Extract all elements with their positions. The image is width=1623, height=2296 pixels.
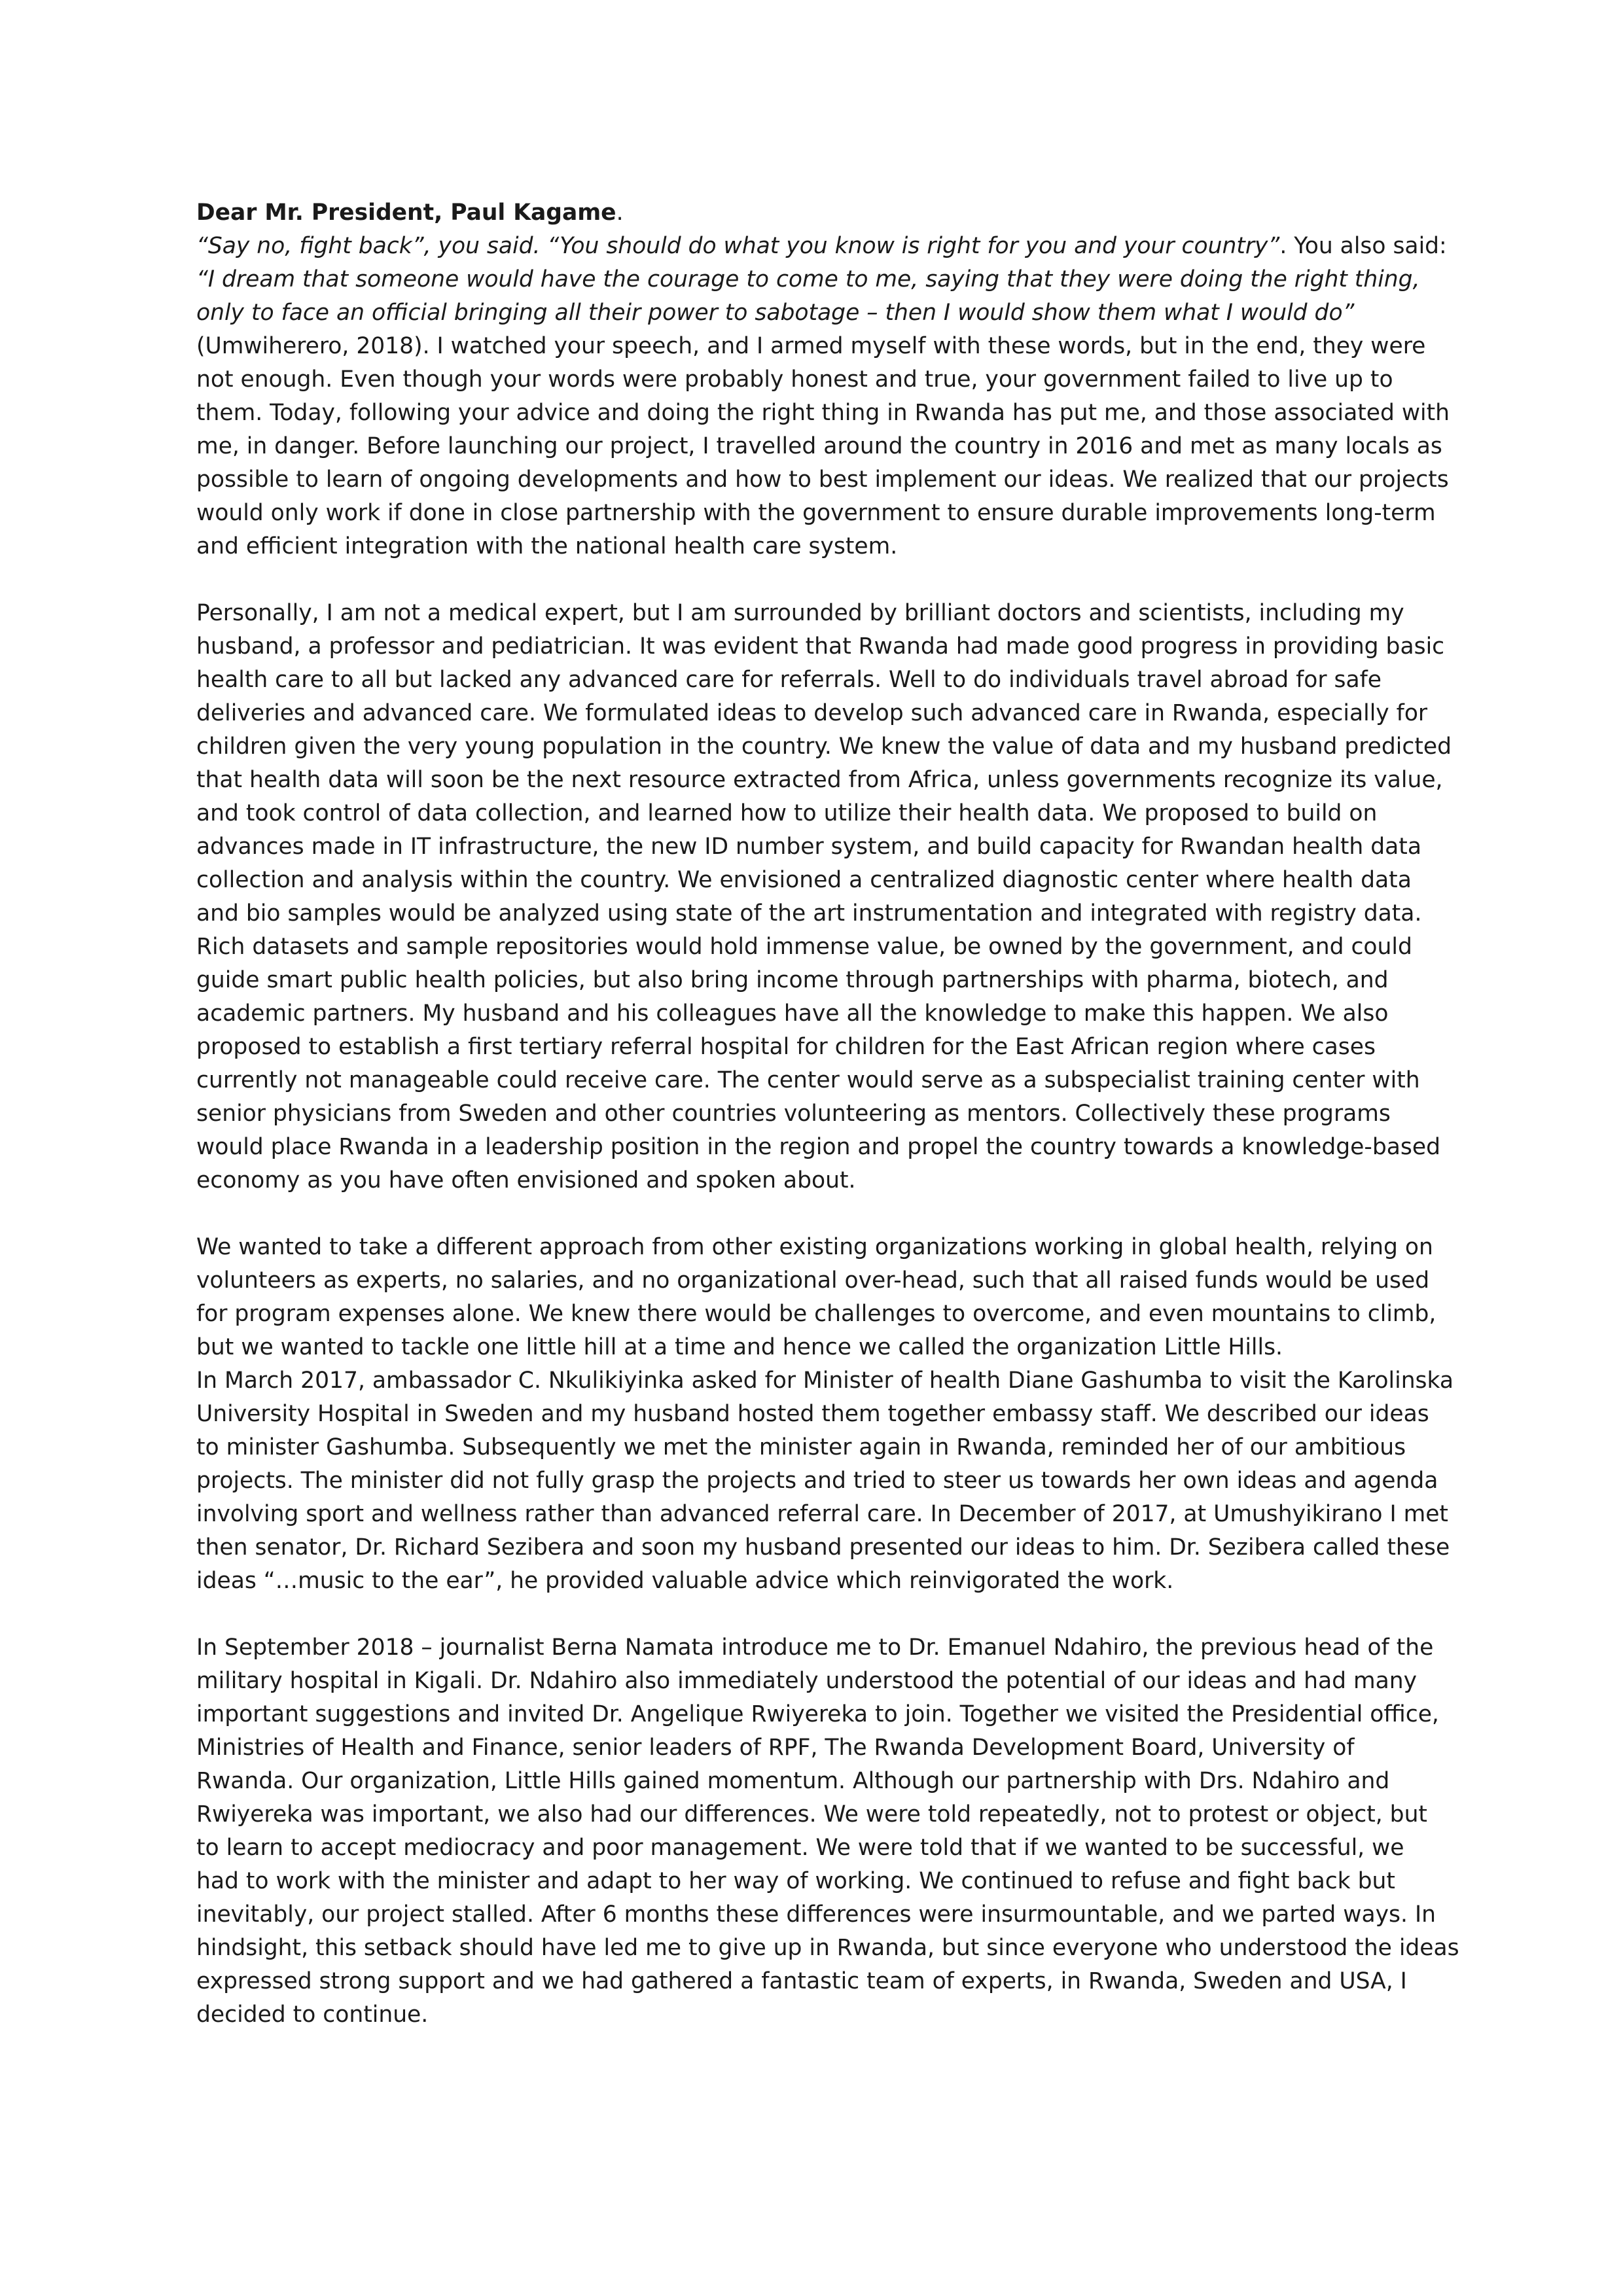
quote-text: “I dream that someone would have the courage to come to me, saying that they were doing the right thing,: [196, 266, 1420, 292]
paragraph-4: [196, 1364, 1454, 1598]
text-line: involving sport and wellness rather than advanced referral care. In December of 2017, at Umushyikirano I met: [196, 1501, 1448, 1527]
text-line: [196, 530, 1440, 563]
text-line: advances made in IT infrastructure, the new ID number system, and build capacity for Rwandan health data: [196, 834, 1421, 860]
salutation-period: .: [616, 200, 624, 226]
text-line: deliveries and advanced care. We formulated ideas to develop such advanced care in Rwanda, especially for: [196, 700, 1428, 726]
text-line: [196, 363, 1440, 397]
text-line: In March 2017, ambassador C. Nkulikiyinka asked for Minister of health Diane Gashumba to visit the Karolinska: [196, 1368, 1454, 1394]
text-line: proposed to establish a first tertiary referral hospital for children for the East African region where cases: [196, 1034, 1376, 1060]
text-line: inevitably, our project stalled. After 6 months these differences were insurmountable, and we parted ways. In: [196, 1901, 1436, 1928]
text-line: We wanted to take a different approach from other existing organizations working in global health, relying on: [196, 1234, 1433, 1260]
text-line: Rwanda. Our organization, Little Hills gained momentum. Although our partnership with Drs. Ndahiro and: [196, 1768, 1390, 1794]
text-line: ideas “…music to the ear”, he provided valuable advice which reinvigorated the work.: [196, 1568, 1174, 1594]
text-line: but we wanted to tackle one little hill at a time and hence we called the organization Little Hills.: [196, 1334, 1283, 1360]
letter-page: [196, 196, 1459, 2065]
text-line: and took control of data collection, and learned how to utilize their health data. We proposed to build on: [196, 800, 1378, 826]
text-line: military hospital in Kigali. Dr. Ndahiro also immediately understood the potential of our ideas and had many: [196, 1668, 1418, 1694]
body-text: me, in danger. Before launching our project, I travelled around the country in 2016 and met as many locals as: [196, 433, 1442, 459]
text-line: guide smart public health policies, but also bring income through partnerships with pharma, biotech, and: [196, 967, 1389, 993]
text-line: [196, 497, 1440, 530]
paragraph-1: [196, 230, 1450, 563]
body-text: would only work if done in close partnership with the government to ensure durable improvements long-term: [196, 500, 1436, 526]
paragraph-5: [196, 1631, 1459, 2032]
text-line: had to work with the minister and adapt to her way of working. We continued to refuse and fight back but: [196, 1868, 1395, 1894]
text-line: [196, 263, 1440, 296]
text-line: In September 2018 – journalist Berna Namata introduce me to Dr. Emanuel Ndahiro, the previous head of the: [196, 1634, 1434, 1661]
text-line: health care to all but lacked any advanced care for referrals. Well to do individuals travel abroad for safe: [196, 667, 1382, 693]
text-line: [196, 397, 1450, 430]
text-line: currently not manageable could receive care. The center would serve as a subspecialist training center with: [196, 1067, 1420, 1093]
body-text: . You also said:: [1279, 233, 1447, 259]
text-line: then senator, Dr. Richard Sezibera and soon my husband presented our ideas to him. Dr. Sezibera called these: [196, 1534, 1450, 1561]
text-line: economy as you have often envisioned and spoken about.: [196, 1167, 856, 1193]
text-line: decided to continue.: [196, 2002, 429, 2028]
text-line: academic partners. My husband and his colleagues have all the knowledge to make this happen. We also: [196, 1000, 1389, 1027]
text-line: [196, 230, 1447, 263]
text-line: volunteers as experts, no salaries, and no organizational over-head, such that all raised funds would be used: [196, 1267, 1430, 1294]
text-line: to learn to accept mediocracy and poor management. We were told that if we wanted to be successful, we: [196, 1835, 1404, 1861]
text-line: [196, 463, 1449, 497]
salutation-name: Dear Mr. President, Paul Kagame: [196, 200, 616, 226]
paragraph-2: [196, 597, 1452, 1197]
text-line: and bio samples would be analyzed using state of the art instrumentation and integrated with registry data.: [196, 900, 1422, 927]
body-text: and efficient integration with the national health care system.: [196, 533, 898, 559]
text-line: would place Rwanda in a leadership position in the region and propel the country towards a knowledge-based: [196, 1134, 1440, 1160]
text-line: projects. The minister did not fully grasp the projects and tried to steer us towards her own ideas and agenda: [196, 1468, 1438, 1494]
text-line: senior physicians from Sweden and other countries volunteering as mentors. Collectively these programs: [196, 1101, 1391, 1127]
text-line: [196, 430, 1440, 463]
text-line: Ministries of Health and Finance, senior leaders of RPF, The Rwanda Development Board, University of: [196, 1735, 1355, 1761]
text-line: for program expenses alone. We knew there would be challenges to overcome, and even mountains to climb,: [196, 1301, 1436, 1327]
text-line: [196, 330, 1440, 363]
text-line: children given the very young population in the country. We knew the value of data and my husband predicted: [196, 733, 1452, 760]
text-line: Rich datasets and sample repositories would hold immense value, be owned by the government, and could: [196, 934, 1412, 960]
text-line: University Hospital in Sweden and my husband hosted them together embassy staff. We described our ideas: [196, 1401, 1429, 1427]
text-line: expressed strong support and we had gathered a fantastic team of experts, in Rwanda, Sweden and USA, I: [196, 1968, 1407, 1994]
text-line: Personally, I am not a medical expert, but I am surrounded by brilliant doctors and scientists, including my: [196, 600, 1404, 626]
text-line: important suggestions and invited Dr. Angelique Rwiyereka to join. Together we visited the Presidential office,: [196, 1701, 1439, 1727]
text-line: to minister Gashumba. Subsequently we met the minister again in Rwanda, reminded her of our ambitious: [196, 1434, 1406, 1460]
text-line: husband, a professor and pediatrician. It was evident that Rwanda had made good progress in providing basic: [196, 633, 1445, 660]
body-text: them. Today, following your advice and doing the right thing in Rwanda has put me, and those associated with: [196, 400, 1450, 426]
quote-text: only to face an official bringing all their power to sabotage – then I would show them what I would do”: [196, 300, 1355, 326]
body-text: (Umwiherero, 2018). I watched your speech, and I armed myself with these words, but in the end, they were: [196, 333, 1426, 359]
text-line: [196, 296, 1440, 330]
text-line: hindsight, this setback should have led me to give up in Rwanda, but since everyone who understood the ideas: [196, 1935, 1459, 1961]
salutation: [196, 196, 1440, 230]
text-line: collection and analysis within the country. We envisioned a centralized diagnostic center where health data: [196, 867, 1412, 893]
body-text: not enough. Even though your words were probably honest and true, your government failed to live up to: [196, 366, 1393, 393]
quote-text: “Say no, fight back”, you said. “You should do what you know is right for you and your country”: [196, 233, 1280, 259]
text-line: that health data will soon be the next resource extracted from Africa, unless governments recognize its value,: [196, 767, 1443, 793]
body-text: possible to learn of ongoing developments and how to best implement our ideas. We realized that our projects: [196, 467, 1449, 493]
paragraph-3: [196, 1231, 1440, 1364]
text-line: Rwiyereka was important, we also had our differences. We were told repeatedly, not to protest or object, but: [196, 1801, 1427, 1828]
